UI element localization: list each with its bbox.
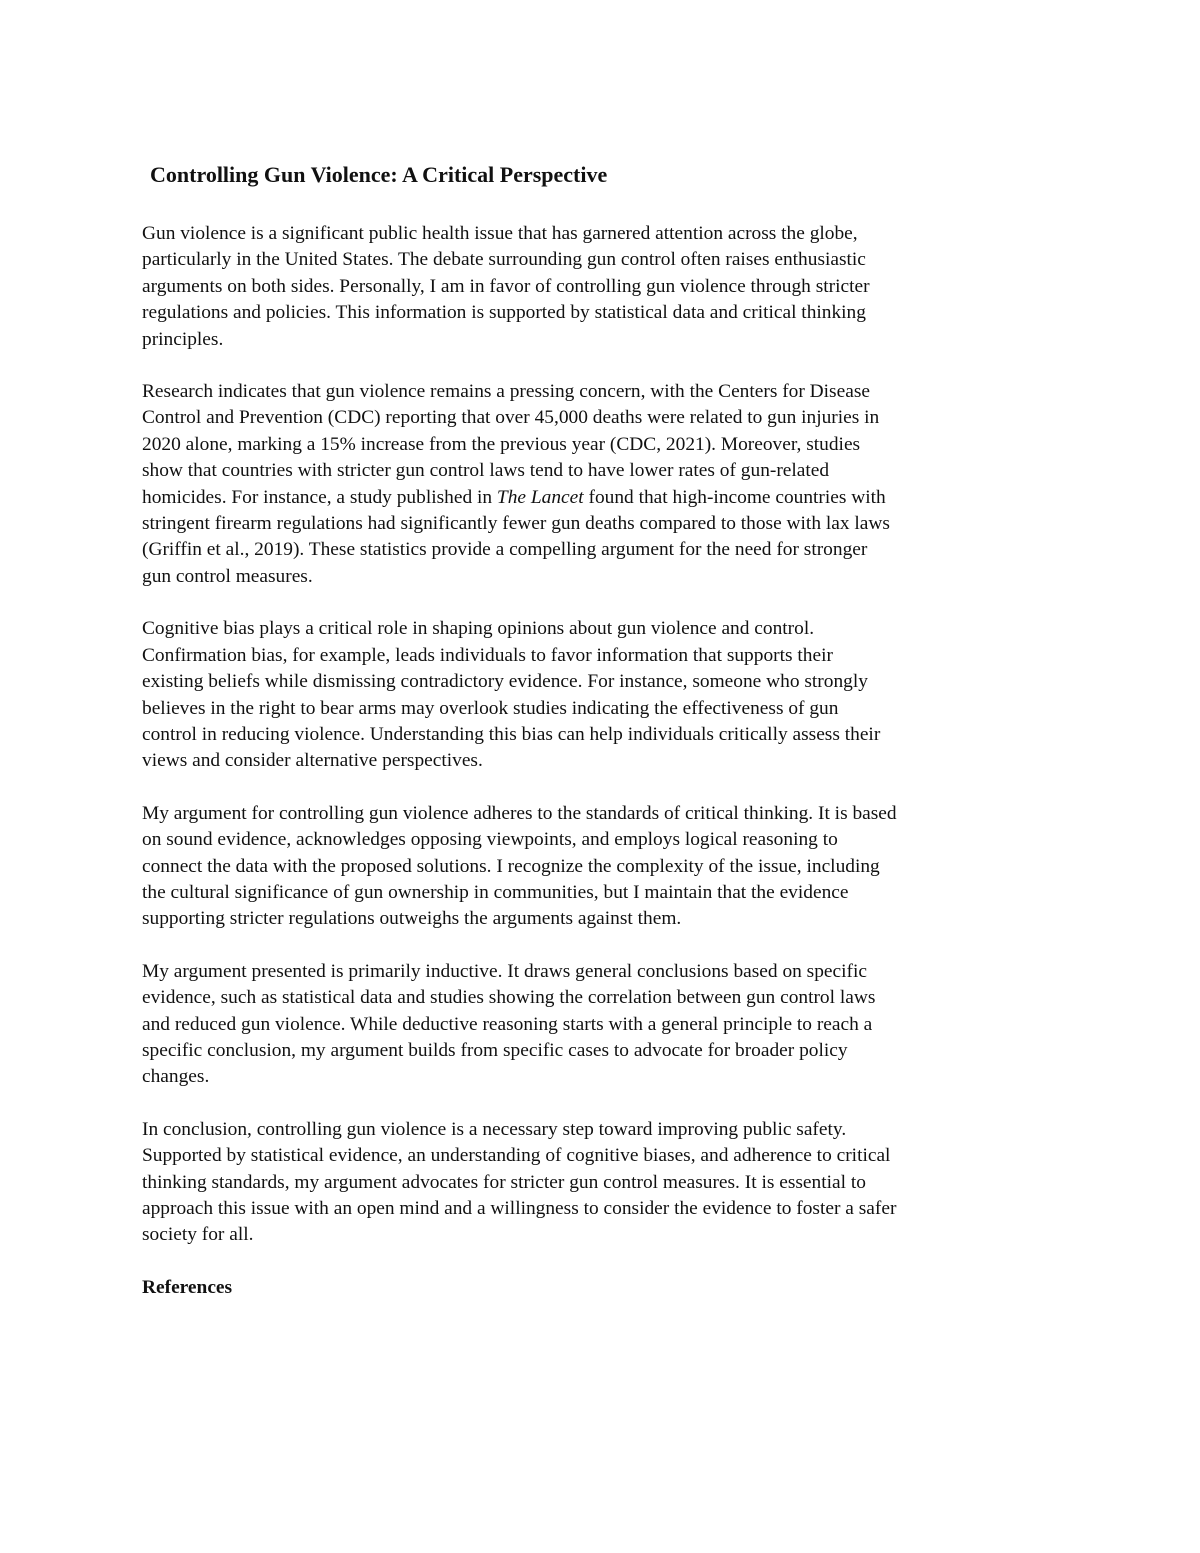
text-line: Research indicates that gun violence remains a pressing concern, with the Centers for Disease	[142, 381, 870, 403]
text-line: My argument presented is primarily inductive. It draws general conclusions based on specific	[142, 960, 867, 982]
text-line: Cognitive bias plays a critical role in shaping opinions about gun violence and control.	[142, 618, 815, 640]
text-line: principles.	[142, 328, 224, 350]
text-line: specific conclusion, my argument builds from specific cases to advocate for broader policy	[142, 1039, 848, 1061]
paragraph-cognitive-bias	[142, 616, 1062, 774]
document-title: Controlling Gun Violence: A Critical Perspective	[150, 162, 608, 187]
text-line: thinking standards, my argument advocates for stricter gun control measures. It is essential to	[142, 1171, 866, 1193]
text-line: evidence, such as statistical data and studies showing the correlation between gun control laws	[142, 987, 876, 1009]
text-line: Control and Prevention (CDC) reporting that over 45,000 deaths were related to gun injuries in	[142, 407, 880, 429]
text-line: regulations and policies. This information is supported by statistical data and critical thinking	[142, 302, 866, 324]
text-line: particularly in the United States. The debate surrounding gun control often raises enthusiastic	[142, 249, 866, 271]
document-body	[142, 221, 1062, 1301]
text-segment: homicides. For instance, a study published in	[142, 486, 497, 508]
paragraph-inductive	[142, 959, 1062, 1091]
text-line: 2020 alone, marking a 15% increase from the previous year (CDC, 2021). Moreover, studies	[142, 433, 861, 455]
paragraph-research	[142, 379, 1062, 590]
text-line: society for all.	[142, 1224, 254, 1246]
text-line: show that countries with stricter gun control laws tend to have lower rates of gun-related	[142, 460, 830, 482]
text-line: (Griffin et al., 2019). These statistics provide a compelling argument for the need for stronger	[142, 539, 868, 561]
text-line: My argument for controlling gun violence adheres to the standards of critical thinking. It is based	[142, 802, 897, 824]
text-line: arguments on both sides. Personally, I am in favor of controlling gun violence through stricter	[142, 275, 870, 297]
journal-title: The Lancet	[496, 486, 584, 508]
text-line: approach this issue with an open mind and a willingness to consider the evidence to foster a safer	[142, 1198, 897, 1219]
text-line	[142, 485, 1062, 511]
paragraph-conclusion	[142, 1117, 1062, 1249]
text-line: supporting stricter regulations outweighs the arguments against them.	[142, 908, 682, 930]
text-line: Confirmation bias, for example, leads individuals to favor information that supports their	[142, 644, 833, 666]
paragraph-critical-thinking	[142, 801, 1062, 933]
text-line: gun control measures.	[142, 565, 313, 587]
text-line: Supported by statistical evidence, an understanding of cognitive biases, and adherence to critical	[142, 1145, 891, 1167]
text-line: on sound evidence, acknowledges opposing viewpoints, and employs logical reasoning to	[142, 829, 838, 851]
text-line: changes.	[142, 1066, 210, 1088]
text-line: existing beliefs while dismissing contradictory evidence. For instance, someone who strongly	[142, 671, 868, 693]
references-heading: References	[142, 1276, 233, 1298]
paragraph-intro	[142, 221, 1062, 353]
text-line: the cultural significance of gun ownership in communities, but I maintain that the evidence	[142, 881, 849, 903]
text-line: In conclusion, controlling gun violence is a necessary step toward improving public safety.	[142, 1118, 847, 1140]
text-line: connect the data with the proposed solutions. I recognize the complexity of the issue, including	[142, 855, 880, 877]
text-line: and reduced gun violence. While deductive reasoning starts with a general principle to reach a	[142, 1013, 873, 1035]
text-line: stringent firearm regulations had significantly fewer gun deaths compared to those with lax laws	[142, 513, 890, 535]
text-line: control in reducing violence. Understanding this bias can help individuals critically assess their	[142, 723, 881, 745]
text-segment: found that high-income countries with	[583, 486, 886, 508]
text-line: believes in the right to bear arms may overlook studies indicating the effectiveness of gun	[142, 697, 839, 719]
text-line: views and consider alternative perspectives.	[142, 750, 483, 772]
text-line: Gun violence is a significant public health issue that has garnered attention across the globe,	[142, 223, 858, 244]
